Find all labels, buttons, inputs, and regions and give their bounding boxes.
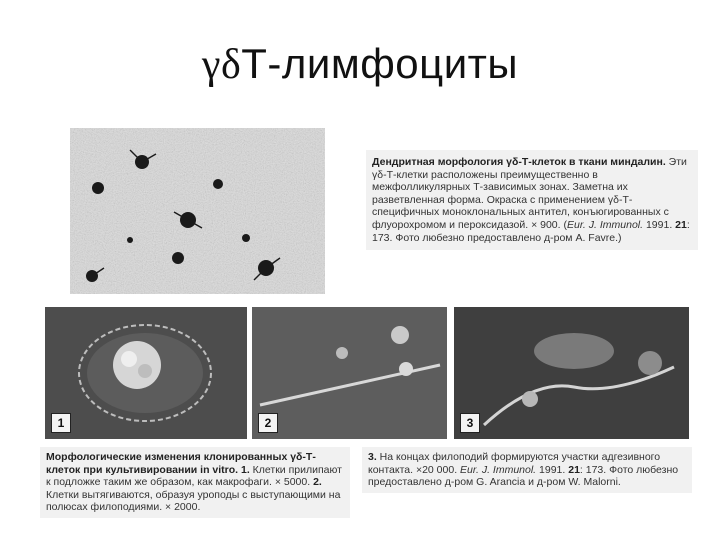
bottom-right-caption-year: 1991. [536, 463, 569, 476]
bottom-right-caption-bold: 3. [368, 451, 377, 463]
bottom-left-caption-body: Клетки прилипают к подложке таким же образом, как макрофаги. × 5000. [46, 463, 342, 489]
electron-micrograph-2 [252, 307, 447, 439]
top-figure-caption [366, 150, 698, 250]
tissue-micrograph [70, 128, 325, 294]
panel-number-1: 1 [51, 413, 71, 433]
bottom-left-caption [40, 447, 350, 518]
title-text: Т-лимфоциты [241, 40, 519, 87]
page-title [0, 40, 720, 89]
panel-number-2: 2 [258, 413, 278, 433]
electron-micrograph-3 [454, 307, 689, 439]
electron-micrograph-1 [45, 307, 247, 439]
bottom-left-caption-bold-2: 2. [313, 476, 322, 489]
bottom-left-caption-bold: Морфологические изменения клонированных γδ-Т-клеток при культивировании in vitro. 1. [46, 451, 316, 476]
title-greek: γδ [201, 42, 242, 88]
em3-drawing [454, 307, 689, 439]
top-caption-journal: Eur. J. Immunol. [566, 218, 644, 231]
em1-drawing [45, 307, 247, 439]
bottom-right-caption-rest: : 173. Фото любезно предоставлено д-ром G. Arancia и д-ром W. Malorni. [368, 463, 679, 489]
bottom-right-caption-journal: Eur. J. Immunol. [460, 463, 537, 476]
top-caption-year: 1991. [643, 218, 676, 231]
bottom-left-caption-body-2: Клетки вытягиваются, образуя уроподы с выступающими на полюсах филоподиями. × 2000. [46, 488, 341, 514]
top-caption-volume: 21 [675, 218, 687, 231]
bottom-right-caption [362, 447, 692, 493]
bottom-right-caption-body: На концах филоподий формируются участки адгезивного контакта. ×20 000. [368, 451, 661, 476]
top-caption-rest: : 173. Фото любезно предоставлено д-ром A. Favre.) [372, 218, 690, 244]
bottom-right-caption-volume: 21 [568, 463, 580, 476]
tissue-micrograph-drawing [70, 128, 325, 294]
em2-drawing [252, 307, 447, 439]
top-caption-bold: Дендритная морфология γδ-Т-клеток в ткани миндалин. [372, 156, 666, 168]
top-caption-body: Эти γδ-Т-клетки расположены преимущественно в межфолликулярных Т-зависимых зонах. Заметна их разветвленная форма. Окраска с применением γδ-Т-специфичных моноклональных антител, конъюгированных с флуорохромом и пероксидазой. × 900. ( [372, 156, 687, 231]
panel-number-3: 3 [460, 413, 480, 433]
